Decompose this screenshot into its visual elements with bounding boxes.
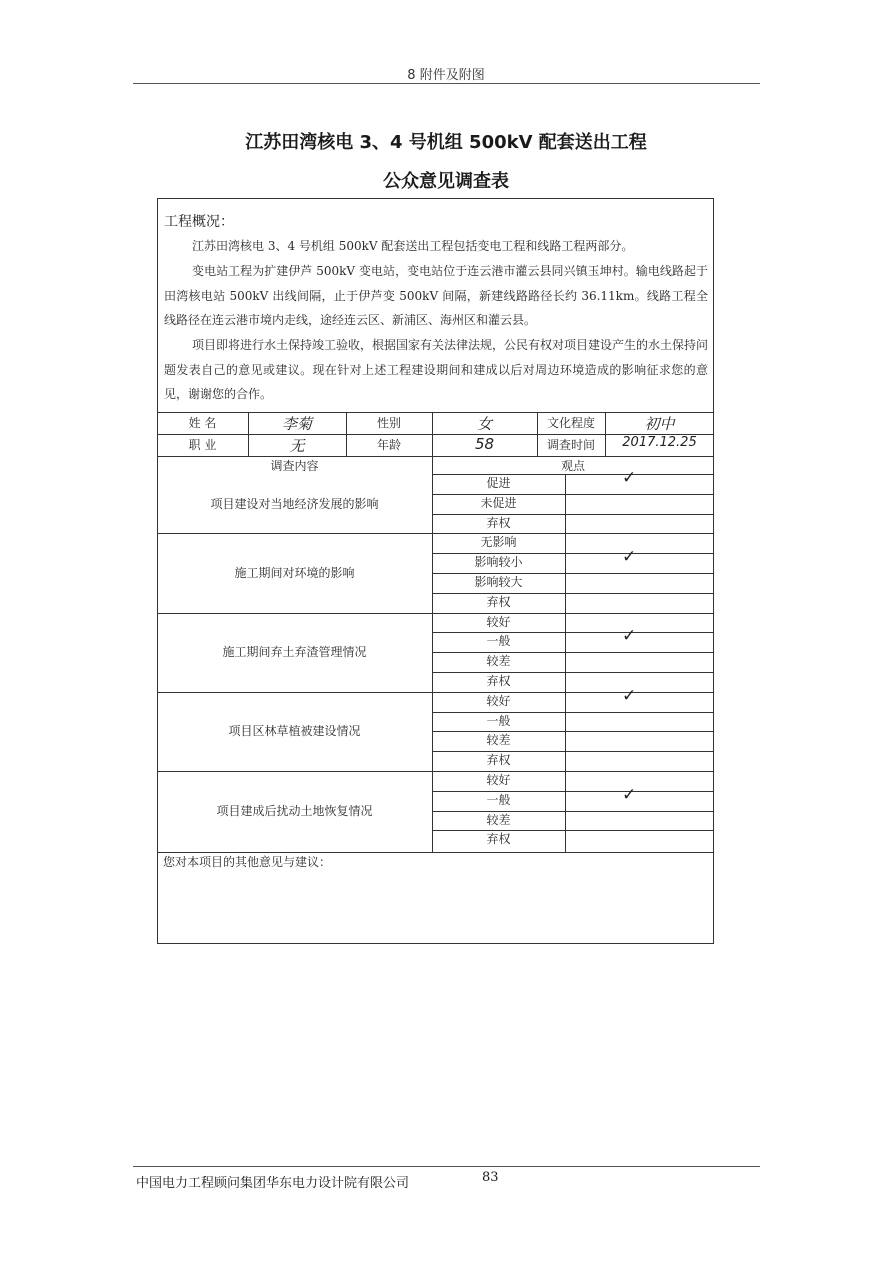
option-checkbox[interactable] <box>566 494 714 514</box>
option-checkbox[interactable] <box>566 830 714 850</box>
option-label: 较好 <box>486 773 511 787</box>
option-checkbox[interactable] <box>566 474 714 494</box>
check-mark-icon: ✓ <box>622 468 637 488</box>
survey-topic: 项目区林草植被建设情况 <box>228 724 361 739</box>
option-label: 影响较小 <box>474 555 523 570</box>
option-label: 弃权 <box>486 753 511 768</box>
option-label: 影响较大 <box>474 575 523 589</box>
option-checkbox[interactable] <box>566 751 714 771</box>
education-label: 文化程度 <box>546 416 595 430</box>
survey-topic: 项目建成后扰动土地恢复情况 <box>216 803 373 818</box>
option-checkbox[interactable] <box>566 613 714 633</box>
header-rule <box>133 83 760 84</box>
option-checkbox[interactable] <box>566 712 714 732</box>
option-label: 弃权 <box>486 674 511 688</box>
survey-date-label: 调查时间 <box>546 438 595 452</box>
education-value: 初中 <box>644 415 675 433</box>
page-header: 8 附件及附图 <box>407 68 485 83</box>
option-label: 弃权 <box>486 594 511 609</box>
option-checkbox[interactable] <box>566 533 714 553</box>
check-mark-icon: ✓ <box>622 685 637 706</box>
age-value: 58 <box>474 435 495 453</box>
option-checkbox[interactable] <box>566 731 714 751</box>
option-checkbox[interactable] <box>566 771 714 791</box>
overview-heading: 工程概况： <box>164 214 234 230</box>
option-label: 一般 <box>486 713 511 728</box>
check-mark-icon: ✓ <box>622 547 637 568</box>
footer-organization: 中国电力工程顾问集团华东电力设计院有限公司 <box>136 1176 410 1191</box>
survey-date-value: 2017.12.25 <box>622 435 697 450</box>
survey-topic: 项目建设对当地经济发展的影响 <box>210 496 379 511</box>
overview-paragraph-3: 项目即将进行水土保持竣工验收，根据国家有关法律法规，公民有权对项目建设产生的水土保持问题发表自己的意见或建议。现在针对上述工程建设期间和建成以后对周边环境造成的影响征求您的意见，谢谢您的合作。 <box>164 338 709 402</box>
column-header-opinion: 观点 <box>560 459 585 473</box>
option-label: 无影响 <box>480 535 517 550</box>
overview-paragraph-2: 变电站工程为扩建伊芦 500kV 变电站，变电站位于连云港市灌云县同兴镇玉坤村。输电线路起于田湾核电站 500kV 出线间隔，止于伊芦变 500kV 间隔，新建线路路径长约 36.11km。线路工程全线路径在连云港市境内走线，途经连云区、新浦区、海州区和灌云县。 <box>164 264 708 328</box>
occupation-label: 职 业 <box>188 438 217 452</box>
option-checkbox[interactable] <box>566 672 714 692</box>
option-label: 弃权 <box>486 832 511 847</box>
check-mark-icon: ✓ <box>622 626 637 647</box>
page-number: 83 <box>482 1170 499 1185</box>
option-label: 较差 <box>486 733 511 748</box>
option-label: 较好 <box>486 614 511 629</box>
option-checkbox[interactable] <box>566 692 714 712</box>
option-checkbox[interactable] <box>566 573 714 593</box>
survey-topic: 施工期间弃土弃渣管理情况 <box>222 645 367 660</box>
check-mark-icon: ✓ <box>622 784 637 805</box>
name-label: 姓 名 <box>188 416 217 430</box>
option-label: 较差 <box>486 812 511 827</box>
suggestion-label: 您对本项目的其他意见与建议： <box>163 855 332 869</box>
document-title: 江苏田湾核电 3、4 号机组 500kV 配套送出工程 <box>245 132 647 153</box>
option-checkbox[interactable] <box>566 514 714 534</box>
occupation-value: 无 <box>289 437 305 455</box>
document-subtitle: 公众意见调查表 <box>383 171 509 192</box>
option-checkbox[interactable] <box>566 553 714 573</box>
column-header-content: 调查内容 <box>270 459 319 473</box>
name-value: 李菊 <box>281 415 312 433</box>
age-label: 年龄 <box>376 438 401 452</box>
option-label: 促进 <box>486 476 511 490</box>
overview-paragraph-1: 江苏田湾核电 3、4 号机组 500kV 配套送出工程包括变电工程和线路工程两部分。 <box>192 239 634 253</box>
option-checkbox[interactable] <box>566 632 714 652</box>
option-checkbox[interactable] <box>566 593 714 613</box>
option-label: 一般 <box>486 634 511 649</box>
option-checkbox[interactable] <box>566 791 714 811</box>
footer-rule <box>133 1166 760 1167</box>
option-checkbox[interactable] <box>566 811 714 831</box>
survey-topic: 施工期间对环境的影响 <box>234 566 355 580</box>
option-label: 弃权 <box>486 515 511 530</box>
gender-label: 性别 <box>376 416 401 430</box>
option-label: 未促进 <box>480 495 517 510</box>
option-label: 较差 <box>486 654 511 669</box>
option-checkbox[interactable] <box>566 652 714 672</box>
option-label: 一般 <box>486 792 511 807</box>
gender-value: 女 <box>476 415 492 433</box>
option-label: 较好 <box>486 693 511 708</box>
